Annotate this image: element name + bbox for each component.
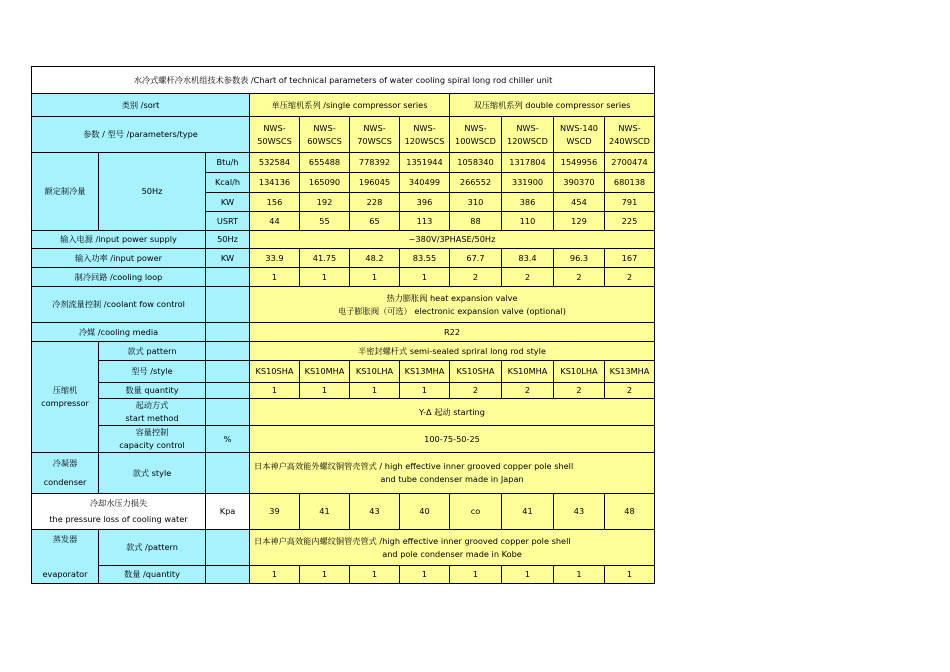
loop-label: 制冷回路 /cooling loop (32, 268, 206, 287)
cooling-label: 额定制冷量 (32, 153, 99, 231)
value-cell: 1 (350, 268, 400, 287)
supply-value: ~380V/3PHASE/50Hz (250, 231, 655, 249)
value-cell: 41.75 (300, 249, 350, 268)
power-label: 输入功率 /input power (32, 249, 206, 268)
value-cell: 2 (450, 268, 502, 287)
evaporator-pattern-row (32, 530, 655, 566)
compressor-pattern-value: 半密封螺杆式 semi-sealed spriral long rod style (250, 342, 655, 361)
value-cell: 1 (502, 566, 554, 584)
unit-cell: USRT (206, 212, 250, 231)
value-cell: 67.7 (450, 249, 502, 268)
condenser-label: 冷凝器 condenser (32, 453, 99, 494)
chiller-parameter-table (31, 66, 655, 584)
pressure-label: 冷却水压力损失 the pressure loss of cooling water (32, 494, 206, 530)
model-cell: NWS- 60WSCS (300, 117, 350, 153)
media-value: R22 (250, 323, 655, 342)
cooling-freq: 50Hz (99, 153, 206, 231)
value-cell: 1 (250, 268, 300, 287)
value-cell: 2 (450, 383, 502, 399)
value-cell: 396 (400, 193, 450, 212)
compressor-capacity-value: 100-75-50-25 (250, 426, 655, 453)
value-cell: KS13MHA (400, 361, 450, 383)
value-cell: 228 (350, 193, 400, 212)
value-cell: KS10SHA (450, 361, 502, 383)
model-cell: NWS- 50WSCS (250, 117, 300, 153)
value-cell: 390370 (554, 173, 605, 193)
sort-label: 类别 /sort (32, 94, 250, 117)
value-cell: 167 (605, 249, 655, 268)
value-cell: 310 (450, 193, 502, 212)
compressor-capacity-label: 容量控制 capacity control (99, 426, 206, 453)
sort-row (32, 94, 655, 117)
condenser-row (32, 453, 655, 494)
value-cell: 2 (605, 383, 655, 399)
value-cell: 2700474 (605, 153, 655, 173)
value-cell: 2 (502, 383, 554, 399)
compressor-quantity-label: 数量 quantity (99, 383, 206, 399)
table-title: 水冷式螺杆冷水机组技术参数表 /Chart of technical parameters of water cooling spiral long rod chiller unit (32, 67, 655, 94)
empty-unit-cell (206, 530, 250, 566)
value-cell: 2 (502, 268, 554, 287)
value-cell: 1 (350, 566, 400, 584)
value-cell: KS10LHA (350, 361, 400, 383)
empty-unit-cell (206, 399, 250, 426)
model-cell: NWS- 70WSCS (350, 117, 400, 153)
value-cell: 1351944 (400, 153, 450, 173)
value-cell: 791 (605, 193, 655, 212)
value-cell: 2 (554, 383, 605, 399)
value-cell: 1058340 (450, 153, 502, 173)
pressure-row (32, 494, 655, 530)
value-cell: 1 (300, 383, 350, 399)
value-cell: 331900 (502, 173, 554, 193)
double-series: 双压缩机系列 double compressor series (450, 94, 655, 117)
empty-unit-cell (206, 383, 250, 399)
value-cell: 156 (250, 193, 300, 212)
model-cell: NWS- 100WSCD (450, 117, 502, 153)
type-label: 参数 / 型号 /parameters/type (32, 117, 250, 153)
value-cell: 1 (605, 566, 655, 584)
value-cell: 88 (450, 212, 502, 231)
value-cell: 532584 (250, 153, 300, 173)
compressor-pattern-label: 款式 pattern (99, 342, 206, 361)
value-cell: 65 (350, 212, 400, 231)
value-cell: 1 (250, 566, 300, 584)
value-cell: 192 (300, 193, 350, 212)
compressor-start-row (32, 399, 655, 426)
value-cell: 129 (554, 212, 605, 231)
value-cell: 454 (554, 193, 605, 212)
compressor-start-label: 起动方式 start method (99, 399, 206, 426)
value-cell: 110 (502, 212, 554, 231)
value-cell: 134136 (250, 173, 300, 193)
condenser-value: 日本神户高效能外螺纹铜管壳管式 / high effective inner grooved copper pole shell and tube condenser made in Japan (250, 453, 655, 494)
unit-cell: Kcal/h (206, 173, 250, 193)
title-row (32, 67, 655, 94)
value-cell: 2 (605, 268, 655, 287)
model-cell: NWS- 120WSCD (502, 117, 554, 153)
value-cell: 340499 (400, 173, 450, 193)
value-cell: 41 (502, 494, 554, 530)
empty-unit-cell (206, 361, 250, 383)
value-cell: KS10MHA (502, 361, 554, 383)
value-cell: 48 (605, 494, 655, 530)
value-cell: 33.9 (250, 249, 300, 268)
compressor-pattern-row (32, 342, 655, 361)
value-cell: 83.4 (502, 249, 554, 268)
value-cell: 778392 (350, 153, 400, 173)
coolant-value (250, 287, 655, 323)
coolant-line-1: 热力膨胀阀 heat expansion valve (386, 292, 518, 303)
value-cell: 2 (554, 268, 605, 287)
value-cell: co (450, 494, 502, 530)
value-cell: 266552 (450, 173, 502, 193)
unit-cell: KW (206, 193, 250, 212)
loop-row (32, 268, 655, 287)
empty-unit-cell (206, 268, 250, 287)
value-cell: 1 (400, 268, 450, 287)
single-series: 单压缩机系列 /single compressor series (250, 94, 450, 117)
model-cell: NWS- 120WSCS (400, 117, 450, 153)
coolant-label: 冷剂流量控制 /coolant fow control (32, 287, 206, 323)
value-cell: 680138 (605, 173, 655, 193)
value-cell: 1 (450, 566, 502, 584)
value-cell: KS10SHA (250, 361, 300, 383)
evaporator-pattern-label: 款式 /pattern (99, 530, 206, 566)
media-label: 冷媒 /cooling media (32, 323, 206, 342)
evaporator-value: 日本神户高效能内螺纹铜管壳管式 /high effective inner grooved copper pole shell and pole condenser made in Kobe (250, 530, 655, 566)
value-cell: 1 (400, 566, 450, 584)
value-cell: 386 (502, 193, 554, 212)
value-cell: 39 (250, 494, 300, 530)
value-cell: 55 (300, 212, 350, 231)
model-cell: NWS- 240WSCD (605, 117, 655, 153)
value-cell: KS10MHA (300, 361, 350, 383)
value-cell: 44 (250, 212, 300, 231)
value-cell: 1 (250, 383, 300, 399)
condenser-style-label: 款式 style (99, 453, 206, 494)
model-cell: NWS-140 WSCD (554, 117, 605, 153)
value-cell: 96.3 (554, 249, 605, 268)
supply-row (32, 231, 655, 249)
value-cell: 655488 (300, 153, 350, 173)
evaporator-label: 蒸发器 evaporator (32, 530, 99, 584)
empty-unit-cell (206, 323, 250, 342)
compressor-start-value: Y-Δ 起动 starting (250, 399, 655, 426)
cooling-row-btu (32, 153, 655, 173)
unit-cell: KW (206, 249, 250, 268)
value-cell: 113 (400, 212, 450, 231)
empty-unit-cell (206, 453, 250, 494)
value-cell: 48.2 (350, 249, 400, 268)
value-cell: 1 (554, 566, 605, 584)
empty-unit-cell (206, 566, 250, 584)
evaporator-quantity-label: 数量 /quantity (99, 566, 206, 584)
power-row (32, 249, 655, 268)
compressor-quantity-row (32, 383, 655, 399)
compressor-capacity-row (32, 426, 655, 453)
value-cell: 1 (300, 268, 350, 287)
value-cell: 40 (400, 494, 450, 530)
value-cell: 196045 (350, 173, 400, 193)
coolant-line-2: 电子膨胀阀（可选） electronic expansion valve (optional) (338, 305, 566, 316)
compressor-style-label: 型号 /style (99, 361, 206, 383)
compressor-style-row (32, 361, 655, 383)
evaporator-quantity-row (32, 566, 655, 584)
value-cell: KS10LHA (554, 361, 605, 383)
value-cell: 83.55 (400, 249, 450, 268)
value-cell: 43 (350, 494, 400, 530)
value-cell: 43 (554, 494, 605, 530)
value-cell: 225 (605, 212, 655, 231)
unit-cell: 50Hz (206, 231, 250, 249)
supply-label: 输入电源 /input power supply (32, 231, 206, 249)
unit-cell: % (206, 426, 250, 453)
empty-unit-cell (206, 287, 250, 323)
value-cell: 1317804 (502, 153, 554, 173)
value-cell: 165090 (300, 173, 350, 193)
type-row (32, 117, 655, 153)
value-cell: 1549956 (554, 153, 605, 173)
value-cell: 41 (300, 494, 350, 530)
media-row (32, 323, 655, 342)
value-cell: 1 (400, 383, 450, 399)
compressor-label: 压缩机 compressor (32, 342, 99, 453)
unit-cell: Btu/h (206, 153, 250, 173)
value-cell: 1 (350, 383, 400, 399)
value-cell: KS13MHA (605, 361, 655, 383)
coolant-row (32, 287, 655, 323)
unit-cell: Kpa (206, 494, 250, 530)
value-cell: 1 (300, 566, 350, 584)
empty-unit-cell (206, 342, 250, 361)
